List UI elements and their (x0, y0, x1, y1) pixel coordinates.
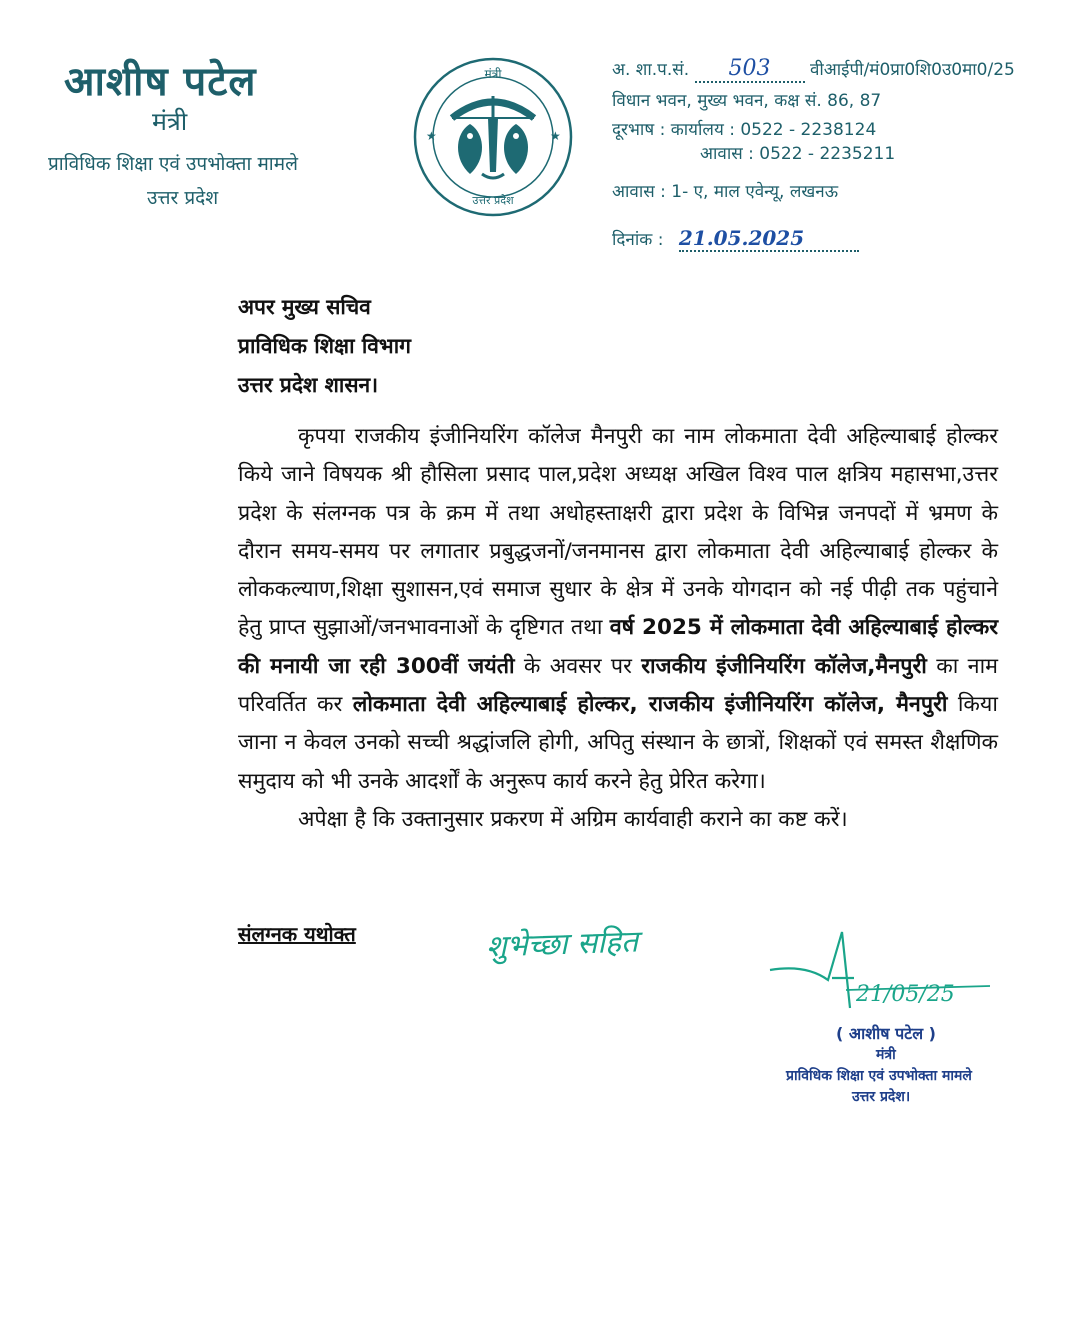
handwritten-greeting: शुभेच्छा सहित (485, 924, 639, 965)
body-paragraph: कृपया राजकीय इंजीनियरिंग कॉलेज मैनपुरी का नाम लोकमाता देवी अहिल्याबाई होल्कर किये जाने विषयक श्री हौसिला प्रसाद पाल,प्रदेश अध्यक्ष अखिल विश्व पाल क्षत्रिय महासभा,उत्तर प्रदेश के संलग्नक पत्र के क्रम में तथा अधोहस्ताक्षरी द्वारा प्रदेश के विभिन्न जनपदों में भ्रमण के दौरान समय-समय पर लगातार प्रबुद्धजनों/जनमानस द्वारा लोकमाता देवी अहिल्याबाई होल्कर के लोककल्याण,शिक्षा सुशासन,एवं समाज सुधार के क्षेत्र में उनके योगदान को नई पीढ़ी तक पहुंचाने हेतु प्राप्त सुझाओं/जनभावनाओं के दृष्टिगत तथा वर्ष 2025 में लोकमाता देवी अहिल्याबाई होल्कर की मनायी जा रही 300वीं जयंती के अवसर पर राजकीय इंजीनियरिंग कॉलेज,मैनपुरी का नाम परिवर्तित कर लोकमाता देवी अहिल्याबाई होल्कर, राजकीय इंजीनियरिंग कॉलेज, मैनपुरी किया जाना न केवल उनको सच्ची श्रद्धांजलि होगी, अपितु संस्थान के छात्रों, शिक्षकों एवं समस्त शैक्षणिक समुदाय को भी उनके आदर्शों के अनुरूप कार्य करने हेतु प्रेरित करेगा। (238, 424, 999, 794)
svg-text:★: ★ (426, 129, 437, 143)
date-label: दिनांक : (612, 230, 664, 250)
addressee-line: अपर मुख्य सचिव (238, 295, 371, 319)
ref-suffix: वीआईपी/मं0प्रा0शि0उ0मा0/25 (809, 60, 1015, 80)
minister-name: आशीष पटेल (64, 59, 257, 105)
bold-phrase: राजकीय इंजीनियरिंग कॉलेज,मैनपुरी (641, 653, 927, 679)
signatory-department: प्राविधिक शिक्षा एवं उपभोक्ता मामले (786, 1068, 972, 1084)
office-address: विधान भवन, मुख्य भवन, कक्ष सं. 86, 87 (612, 91, 882, 111)
ref-number: 503 (728, 56, 771, 81)
addressee-block (238, 288, 411, 405)
signatory-name: ( आशीष पटेल ) (836, 1024, 936, 1043)
date-value: 21.05.2025 (678, 226, 805, 250)
signatory-state: उत्तर प्रदेश। (852, 1089, 911, 1105)
residence-address: आवास : 1- ए, माल एवेन्यू, लखनऊ (612, 182, 839, 202)
enclosure-note: संलग्नक यथोक्त (238, 922, 356, 946)
addressee-line: प्राविधिक शिक्षा विभाग (238, 334, 411, 358)
svg-text:★: ★ (550, 129, 561, 143)
uttar-pradesh-emblem-icon (412, 56, 574, 218)
letter-body (238, 418, 998, 839)
minister-state: उत्तर प्रदेश (147, 187, 219, 209)
date-line (612, 226, 859, 252)
office-phone: दूरभाष : कार्यालय : 0522 - 2238124 (612, 120, 877, 140)
minister-department: प्राविधिक शिक्षा एवं उपभोक्ता मामले (48, 153, 298, 175)
emblem-top-text: मंत्री (484, 67, 502, 81)
bold-phrase: लोकमाता देवी अहिल्याबाई होल्कर, राजकीय इंजीनियरिंग कॉलेज, मैनपुरी (352, 692, 948, 718)
reference-line (612, 56, 1015, 83)
signatory-title: मंत्री (876, 1047, 896, 1063)
emblem-bottom-text: उत्तर प्रदेश (472, 194, 514, 207)
minister-title: मंत्री (152, 107, 188, 136)
bold-phrase: वर्ष 2025 में लोकमाता देवी अहिल्याबाई होल्कर की मनायी जा रही 300वीं जयंती (238, 615, 998, 679)
ref-label: अ. शा.प.सं. (612, 60, 690, 80)
addressee-line: उत्तर प्रदेश शासन। (238, 373, 379, 397)
body-paragraph: अपेक्षा है कि उक्तानुसार प्रकरण में अग्रिम कार्यवाही कराने का कष्ट करें। (298, 806, 848, 832)
signature-date: 21/05/25 (856, 982, 955, 1007)
residence-phone: आवास : 0522 - 2235211 (700, 144, 896, 164)
